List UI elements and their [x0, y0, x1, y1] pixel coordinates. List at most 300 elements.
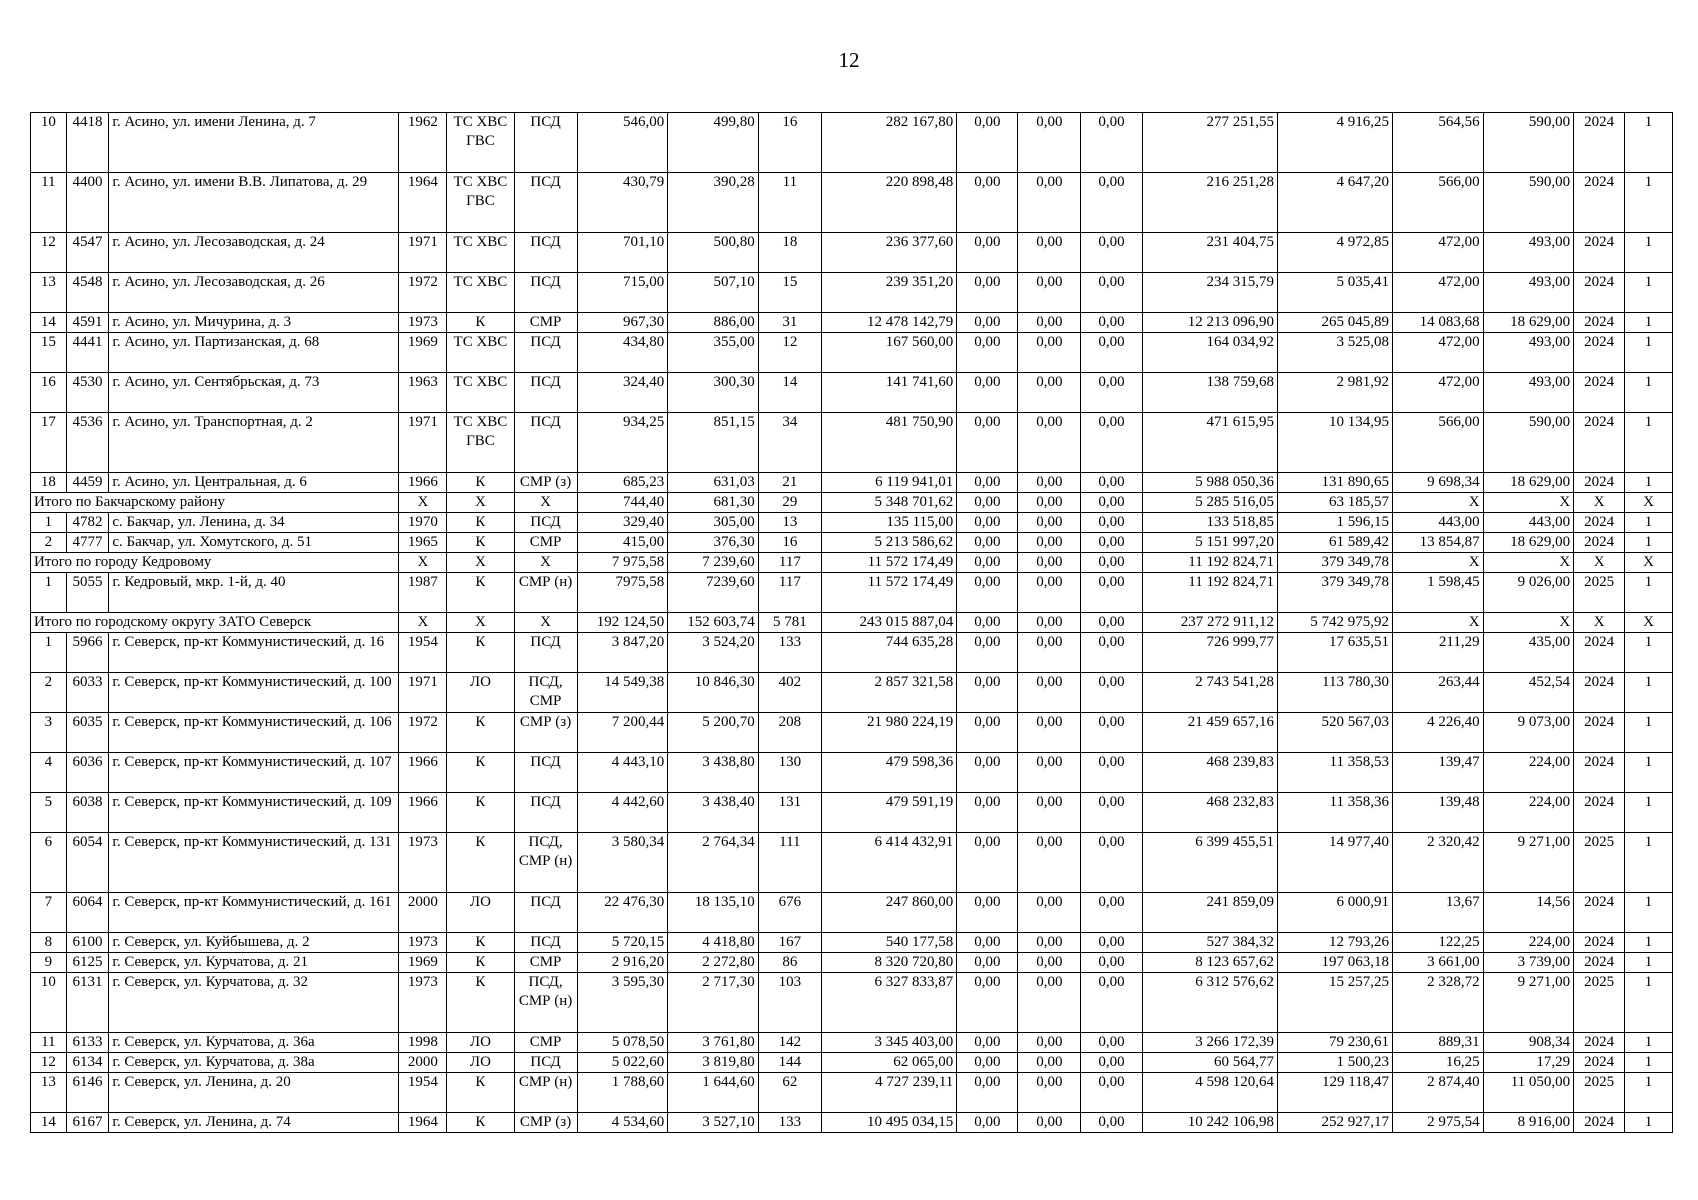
- table-cell: ТС ХВС: [447, 333, 514, 373]
- table-cell: 493,00: [1483, 373, 1574, 413]
- table-cell: 263,44: [1392, 673, 1483, 713]
- table-cell: 3 266 172,39: [1142, 1033, 1277, 1053]
- table-cell: 2024: [1574, 1033, 1625, 1053]
- table-cell: 62 065,00: [821, 1053, 956, 1073]
- table-cell: СМР: [514, 313, 577, 333]
- table-cell: 0,00: [1018, 373, 1081, 413]
- table-cell: 5 035,41: [1277, 273, 1392, 313]
- table-cell: 390,28: [668, 173, 759, 233]
- table-cell: 4536: [66, 413, 109, 473]
- table-cell: 17,29: [1483, 1053, 1574, 1073]
- table-cell: ПСД: [514, 373, 577, 413]
- table-cell: 0,00: [957, 633, 1018, 673]
- table-cell: 103: [758, 973, 821, 1033]
- table-cell: 300,30: [668, 373, 759, 413]
- table-cell: 0,00: [957, 233, 1018, 273]
- table-cell: 435,00: [1483, 633, 1574, 673]
- table-cell: 3 661,00: [1392, 953, 1483, 973]
- table-cell: 0,00: [1081, 673, 1142, 713]
- table-cell: 6131: [66, 973, 109, 1033]
- table-cell: 14: [758, 373, 821, 413]
- table-cell: 7975,58: [577, 573, 668, 613]
- table-cell: 1: [1625, 633, 1673, 673]
- table-cell: 3 345 403,00: [821, 1033, 956, 1053]
- table-row: [31, 753, 1673, 793]
- table-cell: ТС ХВС: [447, 233, 514, 273]
- table-cell: 12: [758, 333, 821, 373]
- table-cell: 6033: [66, 673, 109, 713]
- table-cell: 0,00: [957, 273, 1018, 313]
- table-row: [31, 533, 1673, 553]
- table-cell: 0,00: [957, 893, 1018, 933]
- table-cell: 2000: [399, 1053, 447, 1073]
- table-row: [31, 713, 1673, 753]
- table-cell: 443,00: [1392, 513, 1483, 533]
- table-cell: 12 478 142,79: [821, 313, 956, 333]
- table-cell: 241 859,09: [1142, 893, 1277, 933]
- table-cell: ЛО: [447, 893, 514, 933]
- table-cell: 546,00: [577, 113, 668, 173]
- table-cell: ТС ХВС ГВС: [447, 413, 514, 473]
- table-cell: 11 050,00: [1483, 1073, 1574, 1113]
- table-cell: К: [447, 313, 514, 333]
- table-cell: 0,00: [957, 513, 1018, 533]
- table-cell: 18: [758, 233, 821, 273]
- table-cell: г. Северск, пр-кт Коммунистический, д. 16: [109, 633, 399, 673]
- table-cell: 9: [31, 953, 67, 973]
- table-cell: 4 598 120,64: [1142, 1073, 1277, 1113]
- table-cell: 726 999,77: [1142, 633, 1277, 673]
- table-cell: 0,00: [1018, 1113, 1081, 1133]
- table-cell: 540 177,58: [821, 933, 956, 953]
- table-cell: 4 443,10: [577, 753, 668, 793]
- table-cell: X: [514, 493, 577, 513]
- table-cell: 5966: [66, 633, 109, 673]
- table-cell: 21: [758, 473, 821, 493]
- table-cell: 1: [1625, 113, 1673, 173]
- table-cell: г. Северск, пр-кт Коммунистический, д. 161: [109, 893, 399, 933]
- table-cell: 0,00: [1081, 893, 1142, 933]
- table-cell: 1969: [399, 953, 447, 973]
- table-cell: 0,00: [957, 1033, 1018, 1053]
- table-cell: 305,00: [668, 513, 759, 533]
- table-cell: 1964: [399, 1113, 447, 1133]
- table-cell: 4 916,25: [1277, 113, 1392, 173]
- table-cell: 11 358,36: [1277, 793, 1392, 833]
- table-cell: 2024: [1574, 273, 1625, 313]
- table-cell: 1963: [399, 373, 447, 413]
- table-cell: 0,00: [1018, 713, 1081, 753]
- table-cell: 6146: [66, 1073, 109, 1113]
- page-number: 12: [838, 48, 860, 72]
- table-cell: 479 591,19: [821, 793, 956, 833]
- table-cell: 1: [31, 573, 67, 613]
- table-cell: К: [447, 973, 514, 1033]
- table-cell: К: [447, 933, 514, 953]
- table-cell: 1971: [399, 673, 447, 713]
- table-cell: 1: [1625, 473, 1673, 493]
- table-cell: X: [399, 553, 447, 573]
- table-cell: 197 063,18: [1277, 953, 1392, 973]
- table-cell: 0,00: [1081, 313, 1142, 333]
- table-cell: 2024: [1574, 333, 1625, 373]
- table-cell: 0,00: [1081, 953, 1142, 973]
- table-cell: г. Асино, ул. Партизанская, д. 68: [109, 333, 399, 373]
- table-cell: 1: [1625, 933, 1673, 953]
- table-cell: 2024: [1574, 173, 1625, 233]
- table-cell: с. Бакчар, ул. Хомутского, д. 51: [109, 533, 399, 553]
- table-cell: г. Асино, ул. Мичурина, д. 3: [109, 313, 399, 333]
- table-cell: 0,00: [957, 533, 1018, 553]
- table-cell: X: [1625, 553, 1673, 573]
- table-cell: 7 239,60: [668, 553, 759, 573]
- table-cell: 11 192 824,71: [1142, 573, 1277, 613]
- table-cell: 1973: [399, 833, 447, 893]
- table-cell: 4530: [66, 373, 109, 413]
- table-cell: X: [1625, 493, 1673, 513]
- table-cell: 4 442,60: [577, 793, 668, 833]
- table-cell: г. Асино, ул. Сентябрьская, д. 73: [109, 373, 399, 413]
- table-cell: ЛО: [447, 1053, 514, 1073]
- table-cell: г. Асино, ул. Лесозаводская, д. 24: [109, 233, 399, 273]
- table-cell: 0,00: [1081, 413, 1142, 473]
- table-cell: 590,00: [1483, 113, 1574, 173]
- table-cell: 1: [31, 513, 67, 533]
- table-cell: 4 972,85: [1277, 233, 1392, 273]
- table-cell: 1973: [399, 933, 447, 953]
- table-cell: 1: [1625, 1033, 1673, 1053]
- table-cell: 1: [1625, 233, 1673, 273]
- table-cell: 5 078,50: [577, 1033, 668, 1053]
- table-cell: 239 351,20: [821, 273, 956, 313]
- table-cell: 1: [1625, 673, 1673, 713]
- table-cell: 4459: [66, 473, 109, 493]
- table-cell: г. Асино, ул. Лесозаводская, д. 26: [109, 273, 399, 313]
- table-row: [31, 953, 1673, 973]
- table-cell: 324,40: [577, 373, 668, 413]
- table-cell: 3 819,80: [668, 1053, 759, 1073]
- table-row: [31, 673, 1673, 713]
- table-cell: 564,56: [1392, 113, 1483, 173]
- table-cell: К: [447, 753, 514, 793]
- table-row: [31, 973, 1673, 1033]
- table-cell: 499,80: [668, 113, 759, 173]
- table-cell: 7 200,44: [577, 713, 668, 753]
- table-cell: 208: [758, 713, 821, 753]
- table-cell: 11 358,53: [1277, 753, 1392, 793]
- table-cell: 0,00: [957, 1053, 1018, 1073]
- table-cell: 2024: [1574, 1053, 1625, 1073]
- table-cell: 13: [758, 513, 821, 533]
- table-cell: СМР: [514, 953, 577, 973]
- table-cell: 6036: [66, 753, 109, 793]
- table-cell: 0,00: [957, 953, 1018, 973]
- table-cell: 379 349,78: [1277, 573, 1392, 613]
- table-cell: 527 384,32: [1142, 933, 1277, 953]
- table-cell: 216 251,28: [1142, 173, 1277, 233]
- table-cell: 192 124,50: [577, 613, 668, 633]
- table-cell: 1: [1625, 1073, 1673, 1113]
- table-row: [31, 233, 1673, 273]
- table-cell: СМР: [514, 1033, 577, 1053]
- table-cell: 1962: [399, 113, 447, 173]
- table-cell: 4 226,40: [1392, 713, 1483, 753]
- table-cell: 430,79: [577, 173, 668, 233]
- table-cell: 3: [31, 713, 67, 753]
- table-cell: 2024: [1574, 113, 1625, 173]
- table-cell: X: [1483, 553, 1574, 573]
- table-cell: 0,00: [957, 1113, 1018, 1133]
- table-cell: 0,00: [957, 573, 1018, 613]
- table-cell: 0,00: [957, 113, 1018, 173]
- table-cell: 12 793,26: [1277, 933, 1392, 953]
- table-row: [31, 413, 1673, 473]
- table-cell: 5 285 516,05: [1142, 493, 1277, 513]
- table-row: [31, 313, 1673, 333]
- table-cell: ЛО: [447, 673, 514, 713]
- table-cell: 130: [758, 753, 821, 793]
- table-cell: ЛО: [447, 1033, 514, 1053]
- table-cell: 2 764,34: [668, 833, 759, 893]
- table-cell: 2 743 541,28: [1142, 673, 1277, 713]
- table-cell: 6134: [66, 1053, 109, 1073]
- table-cell: с. Бакчар, ул. Ленина, д. 34: [109, 513, 399, 533]
- table-cell: 0,00: [957, 673, 1018, 713]
- table-cell: 3 438,40: [668, 793, 759, 833]
- table-cell: 0,00: [957, 413, 1018, 473]
- table-row: [31, 833, 1673, 893]
- table-cell: 6035: [66, 713, 109, 753]
- table-cell: 2 916,20: [577, 953, 668, 973]
- table-cell: 12: [31, 1053, 67, 1073]
- table-cell: 2 981,92: [1277, 373, 1392, 413]
- table-cell: 14,56: [1483, 893, 1574, 933]
- table-cell: X: [1483, 493, 1574, 513]
- table-cell: X: [1392, 493, 1483, 513]
- table-cell: 1 596,15: [1277, 513, 1392, 533]
- table-cell: г. Северск, пр-кт Коммунистический, д. 106: [109, 713, 399, 753]
- table-cell: 493,00: [1483, 273, 1574, 313]
- table-cell: 2024: [1574, 753, 1625, 793]
- table-cell: 2024: [1574, 233, 1625, 273]
- table-cell: 6 327 833,87: [821, 973, 956, 1033]
- table-cell: 2024: [1574, 933, 1625, 953]
- table-cell: 0,00: [1081, 973, 1142, 1033]
- table-cell: 2 320,42: [1392, 833, 1483, 893]
- table-cell: 0,00: [1081, 473, 1142, 493]
- table-cell: 167: [758, 933, 821, 953]
- table-cell: ПСД: [514, 113, 577, 173]
- table-cell: 1: [31, 633, 67, 673]
- table-cell: 11 572 174,49: [821, 553, 956, 573]
- table-cell: 0,00: [1018, 1033, 1081, 1053]
- register-table: [30, 112, 1673, 1133]
- table-cell: 4 647,20: [1277, 173, 1392, 233]
- table-cell: 6038: [66, 793, 109, 833]
- table-cell: 1973: [399, 973, 447, 1033]
- table-cell: 0,00: [1018, 673, 1081, 713]
- table-cell: 0,00: [1018, 973, 1081, 1033]
- table-cell: 1: [1625, 1113, 1673, 1133]
- table-cell: 0,00: [1081, 613, 1142, 633]
- table-cell: 16,25: [1392, 1053, 1483, 1073]
- table-cell: 0,00: [1081, 373, 1142, 413]
- table-cell: 144: [758, 1053, 821, 1073]
- table-cell: 133: [758, 633, 821, 673]
- subtotal-label: Итого по Бакчарскому району: [31, 493, 399, 513]
- table-cell: К: [447, 793, 514, 833]
- table-cell: 0,00: [957, 833, 1018, 893]
- table-row: [31, 473, 1673, 493]
- table-row: [31, 373, 1673, 413]
- table-cell: 2025: [1574, 833, 1625, 893]
- table-cell: 1: [1625, 313, 1673, 333]
- table-cell: 0,00: [1081, 333, 1142, 373]
- table-cell: К: [447, 473, 514, 493]
- table-cell: 14: [31, 1113, 67, 1133]
- table-cell: 3 739,00: [1483, 953, 1574, 973]
- table-cell: 2 328,72: [1392, 973, 1483, 1033]
- table-cell: 6054: [66, 833, 109, 893]
- table-cell: 61 589,42: [1277, 533, 1392, 553]
- table-cell: 0,00: [1018, 513, 1081, 533]
- table-cell: 1: [1625, 173, 1673, 233]
- table-cell: 12: [31, 233, 67, 273]
- table-row: [31, 113, 1673, 173]
- table-cell: 1972: [399, 273, 447, 313]
- table-cell: 135 115,00: [821, 513, 956, 533]
- table-cell: 11 572 174,49: [821, 573, 956, 613]
- table-row: [31, 633, 1673, 673]
- table-cell: 3 527,10: [668, 1113, 759, 1133]
- table-cell: 1: [1625, 833, 1673, 893]
- table-cell: г. Кедровый, мкр. 1-й, д. 40: [109, 573, 399, 613]
- table-row: [31, 893, 1673, 933]
- table-cell: 0,00: [957, 753, 1018, 793]
- table-cell: 6 399 455,51: [1142, 833, 1277, 893]
- table-cell: ПСД: [514, 173, 577, 233]
- table-cell: 379 349,78: [1277, 553, 1392, 573]
- table-cell: 2: [31, 533, 67, 553]
- table-cell: 18 629,00: [1483, 313, 1574, 333]
- table-cell: 11: [758, 173, 821, 233]
- table-cell: 60 564,77: [1142, 1053, 1277, 1073]
- table-cell: ПСД: [514, 933, 577, 953]
- table-cell: 2025: [1574, 973, 1625, 1033]
- table-cell: X: [1392, 553, 1483, 573]
- table-cell: 0,00: [1018, 273, 1081, 313]
- table-cell: г. Северск, пр-кт Коммунистический, д. 131: [109, 833, 399, 893]
- table-cell: 1972: [399, 713, 447, 753]
- table-cell: 6 000,91: [1277, 893, 1392, 933]
- table-cell: 0,00: [1018, 573, 1081, 613]
- table-cell: 2 874,40: [1392, 1073, 1483, 1113]
- table-cell: 5 200,70: [668, 713, 759, 753]
- table-cell: 0,00: [957, 373, 1018, 413]
- table-cell: 6 312 576,62: [1142, 973, 1277, 1033]
- table-cell: 5 213 586,62: [821, 533, 956, 553]
- table-cell: 0,00: [1081, 553, 1142, 573]
- table-cell: 0,00: [1081, 793, 1142, 833]
- table-cell: ПСД: [514, 513, 577, 533]
- subtotal-row: [31, 493, 1673, 513]
- table-cell: 3 595,30: [577, 973, 668, 1033]
- table-cell: 1: [1625, 513, 1673, 533]
- table-cell: 10: [31, 113, 67, 173]
- table-cell: К: [447, 713, 514, 753]
- table-cell: 13,67: [1392, 893, 1483, 933]
- table-cell: 0,00: [957, 313, 1018, 333]
- table-cell: 11 192 824,71: [1142, 553, 1277, 573]
- table-cell: 2024: [1574, 473, 1625, 493]
- table-cell: 0,00: [1018, 473, 1081, 493]
- table-cell: г. Северск, ул. Курчатова, д. 32: [109, 973, 399, 1033]
- table-cell: 63 185,57: [1277, 493, 1392, 513]
- table-cell: X: [1574, 613, 1625, 633]
- table-cell: 0,00: [1081, 573, 1142, 613]
- table-cell: 2024: [1574, 893, 1625, 933]
- table-cell: 472,00: [1392, 273, 1483, 313]
- table-row: [31, 173, 1673, 233]
- table-cell: 1: [1625, 533, 1673, 553]
- table-cell: 1: [1625, 893, 1673, 933]
- table-cell: 0,00: [1018, 893, 1081, 933]
- table-cell: 12 213 096,90: [1142, 313, 1277, 333]
- table-cell: ПСД, СМР: [514, 673, 577, 713]
- table-cell: 2024: [1574, 673, 1625, 713]
- table-cell: 5055: [66, 573, 109, 613]
- table-cell: X: [399, 493, 447, 513]
- table-cell: 10 242 106,98: [1142, 1113, 1277, 1133]
- table-cell: 2024: [1574, 313, 1625, 333]
- table-cell: 265 045,89: [1277, 313, 1392, 333]
- table-cell: 5 988 050,36: [1142, 473, 1277, 493]
- table-cell: г. Асино, ул. Центральная, д. 6: [109, 473, 399, 493]
- table-cell: 1: [1625, 573, 1673, 613]
- table-cell: 851,15: [668, 413, 759, 473]
- table-cell: 5 022,60: [577, 1053, 668, 1073]
- table-cell: ПСД: [514, 413, 577, 473]
- table-cell: X: [447, 613, 514, 633]
- table-cell: ПСД: [514, 753, 577, 793]
- table-cell: 152 603,74: [668, 613, 759, 633]
- table-cell: 0,00: [1018, 313, 1081, 333]
- table-cell: ПСД: [514, 273, 577, 313]
- table-cell: ПСД: [514, 893, 577, 933]
- table-cell: 9 698,34: [1392, 473, 1483, 493]
- table-row: [31, 1033, 1673, 1053]
- table-cell: 631,03: [668, 473, 759, 493]
- table-cell: 443,00: [1483, 513, 1574, 533]
- table-row: [31, 1073, 1673, 1113]
- table-cell: 0,00: [1018, 833, 1081, 893]
- table-cell: К: [447, 573, 514, 613]
- table-cell: 237 272 911,12: [1142, 613, 1277, 633]
- table-cell: К: [447, 1113, 514, 1133]
- table-cell: ТС ХВС ГВС: [447, 173, 514, 233]
- table-cell: ПСД: [514, 633, 577, 673]
- table-cell: 9 073,00: [1483, 713, 1574, 753]
- table-cell: 1 788,60: [577, 1073, 668, 1113]
- table-cell: 2 857 321,58: [821, 673, 956, 713]
- table-cell: 468 239,83: [1142, 753, 1277, 793]
- table-cell: 0,00: [1081, 493, 1142, 513]
- table-cell: 566,00: [1392, 413, 1483, 473]
- table-cell: 2024: [1574, 1113, 1625, 1133]
- table-cell: ТС ХВС: [447, 373, 514, 413]
- table-cell: X: [399, 613, 447, 633]
- table-cell: 0,00: [1081, 833, 1142, 893]
